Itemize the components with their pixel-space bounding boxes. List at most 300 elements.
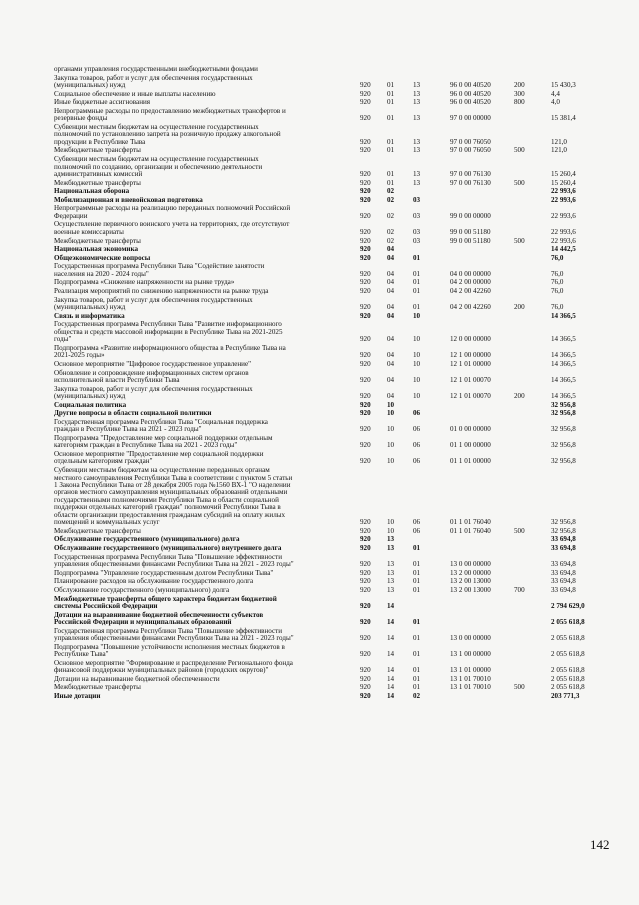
cell-target-item: 13 1 01 00000 bbox=[450, 666, 491, 675]
cell-section: 10 bbox=[387, 518, 395, 527]
row-codes bbox=[54, 402, 614, 409]
cell-grbs: 920 bbox=[360, 236, 371, 245]
row-codes bbox=[54, 635, 614, 642]
cell-section: 04 bbox=[387, 278, 395, 287]
cell-grbs: 920 bbox=[360, 195, 371, 204]
cell-amount: 2 055 618,8 bbox=[551, 666, 585, 675]
cell-amount: 4,0 bbox=[551, 98, 560, 107]
cell-amount: 32 956,8 bbox=[551, 400, 576, 409]
cell-section: 01 bbox=[387, 137, 395, 146]
cell-section: 04 bbox=[387, 335, 395, 344]
cell-grbs: 920 bbox=[360, 457, 371, 466]
cell-subsection: 03 bbox=[413, 227, 421, 236]
cell-grbs: 920 bbox=[360, 245, 371, 254]
cell-name: Другие вопросы в области социальной политики bbox=[54, 409, 212, 418]
cell-expense-type: 500 bbox=[514, 236, 525, 245]
cell-grbs: 920 bbox=[360, 187, 371, 196]
cell-name: Подпрограмма «Развитие информационного общества в Республике Тыва на 2021-2025 годы» bbox=[54, 343, 286, 360]
row-codes bbox=[54, 352, 614, 359]
cell-grbs: 920 bbox=[360, 535, 371, 544]
cell-amount: 22 993,6 bbox=[551, 195, 576, 204]
table-row bbox=[54, 75, 614, 90]
cell-grbs: 920 bbox=[360, 544, 371, 553]
cell-name: Национальная экономика bbox=[54, 245, 139, 254]
table-row bbox=[54, 188, 614, 195]
cell-expense-type: 700 bbox=[514, 585, 525, 594]
cell-amount: 32 956,8 bbox=[551, 526, 576, 535]
table-row bbox=[54, 435, 614, 450]
cell-name: Межбюджетные трансферты bbox=[54, 236, 141, 245]
cell-amount: 22 993,6 bbox=[551, 236, 576, 245]
table-row bbox=[54, 205, 614, 220]
cell-name: Иные дотации bbox=[54, 692, 101, 701]
row-codes bbox=[54, 197, 614, 204]
cell-section: 01 bbox=[387, 98, 395, 107]
cell-target-item: 04 2 00 00000 bbox=[450, 278, 491, 287]
table-row bbox=[54, 180, 614, 187]
table-row bbox=[54, 221, 614, 236]
cell-section: 14 bbox=[387, 692, 395, 701]
cell-section: 04 bbox=[387, 375, 395, 384]
cell-grbs: 920 bbox=[360, 269, 371, 278]
cell-name: Осуществление первичного воинского учета на территориях, где отсутствуют военные комиссариаты bbox=[54, 220, 290, 236]
cell-target-item: 01 1 00 00000 bbox=[450, 441, 491, 450]
cell-section: 02 bbox=[387, 211, 395, 220]
row-codes bbox=[54, 536, 614, 543]
cell-section: 10 bbox=[387, 441, 395, 450]
cell-subsection: 01 bbox=[413, 577, 421, 586]
cell-subsection: 10 bbox=[413, 335, 421, 344]
cell-section: 04 bbox=[387, 351, 395, 360]
cell-grbs: 920 bbox=[360, 577, 371, 586]
table-row bbox=[54, 288, 614, 295]
cell-expense-type: 200 bbox=[514, 81, 525, 90]
row-codes bbox=[54, 393, 614, 400]
cell-subsection: 03 bbox=[413, 195, 421, 204]
cell-expense-type: 500 bbox=[514, 683, 525, 692]
cell-expense-type: 500 bbox=[514, 526, 525, 535]
cell-subsection: 01 bbox=[413, 287, 421, 296]
cell-target-item: 04 2 00 42260 bbox=[450, 287, 491, 296]
cell-name: Межбюджетные трансферты bbox=[54, 526, 141, 535]
cell-name: Закупка товаров, работ и услуг для обеспечения государственных (муниципальных) нужд bbox=[54, 73, 253, 90]
cell-amount: 2 055 618,8 bbox=[551, 683, 585, 692]
cell-grbs: 920 bbox=[360, 650, 371, 659]
cell-amount: 14 366,5 bbox=[551, 359, 576, 368]
cell-grbs: 920 bbox=[360, 409, 371, 418]
cell-name: Государственная программа Республики Тыва "Социальная поддержка граждан в Республике Тыва на 2021 - 2023 годы" bbox=[54, 417, 268, 434]
cell-target-item: 12 1 01 00070 bbox=[450, 375, 491, 384]
cell-subsection: 13 bbox=[413, 146, 421, 155]
cell-name: Основное мероприятие "Формирование и распределение Регионального фонда финансовой поддержки муниципальных районов (городских округов)" bbox=[54, 658, 293, 675]
cell-target-item: 96 0 00 40520 bbox=[450, 89, 491, 98]
cell-name: органами управления государственными внебюджетными фондами bbox=[54, 65, 258, 73]
table-row bbox=[54, 279, 614, 286]
cell-subsection: 01 bbox=[413, 634, 421, 643]
cell-amount: 76,0 bbox=[551, 287, 564, 296]
budget-table bbox=[54, 66, 614, 702]
row-codes bbox=[54, 279, 614, 286]
cell-grbs: 920 bbox=[360, 278, 371, 287]
cell-section: 14 bbox=[387, 602, 395, 610]
row-codes bbox=[54, 171, 614, 178]
table-row bbox=[54, 676, 614, 683]
cell-name: Межбюджетные трансферты общего характера бюджетам бюджетной системы Российской Федерации bbox=[54, 594, 277, 610]
cell-grbs: 920 bbox=[360, 674, 371, 683]
cell-amount: 203 771,3 bbox=[551, 692, 580, 701]
table-row bbox=[54, 467, 614, 527]
cell-target-item: 13 1 00 00000 bbox=[450, 650, 491, 659]
cell-amount: 14 442,5 bbox=[551, 245, 576, 254]
cell-name: Государственная программа Республики Тыва "Повышение эффективности управления общественными финансами Республики Тыва на 2021 - 2023 годы" bbox=[54, 626, 294, 643]
cell-amount: 32 956,8 bbox=[551, 457, 576, 466]
cell-amount: 2 055 618,8 bbox=[551, 618, 585, 627]
cell-subsection: 01 bbox=[413, 666, 421, 675]
cell-target-item: 13 2 00 13000 bbox=[450, 585, 491, 594]
cell-name: Дотации на выравнивание бюджетной обеспеченности субъектов Российской Федерации и муниципальных образований bbox=[54, 610, 264, 627]
cell-subsection: 01 bbox=[413, 303, 421, 312]
cell-subsection: 06 bbox=[413, 441, 421, 450]
cell-amount: 4,4 bbox=[551, 89, 560, 98]
cell-name: Подпрограмма "Управление государственным долгом Республики Тыва" bbox=[54, 568, 274, 577]
table-row bbox=[54, 410, 614, 417]
table-row bbox=[54, 361, 614, 368]
table-row bbox=[54, 99, 614, 106]
cell-section: 10 bbox=[387, 526, 395, 535]
row-codes bbox=[54, 246, 614, 253]
cell-section: 13 bbox=[387, 535, 395, 544]
cell-subsection: 13 bbox=[413, 137, 421, 146]
cell-subsection: 13 bbox=[413, 178, 421, 187]
row-codes bbox=[54, 361, 614, 368]
table-row bbox=[54, 321, 614, 343]
cell-grbs: 920 bbox=[360, 400, 371, 409]
cell-subsection: 10 bbox=[413, 359, 421, 368]
cell-amount: 22 993,6 bbox=[551, 211, 576, 220]
cell-grbs: 920 bbox=[360, 351, 371, 360]
cell-section: 04 bbox=[387, 392, 395, 401]
cell-name: Связь и информатика bbox=[54, 311, 125, 320]
cell-name: Обновление и сопровождение информационных систем органов исполнительной власти Республики Тыва bbox=[54, 368, 249, 384]
cell-amount: 76,0 bbox=[551, 303, 564, 312]
cell-section: 01 bbox=[387, 178, 395, 187]
cell-grbs: 920 bbox=[360, 518, 371, 527]
cell-expense-type: 800 bbox=[514, 98, 525, 107]
table-row bbox=[54, 693, 614, 700]
cell-name: Подпрограмма "Повышение устойчивости исполнения местных бюджетов в Республике Тыва" bbox=[54, 642, 285, 659]
cell-subsection: 10 bbox=[413, 311, 421, 320]
cell-grbs: 920 bbox=[360, 169, 371, 178]
cell-grbs: 920 bbox=[360, 211, 371, 220]
row-codes bbox=[54, 288, 614, 295]
cell-section: 01 bbox=[387, 169, 395, 178]
cell-name: Обслуживание государственного (муниципального) внутреннего долга bbox=[54, 544, 282, 553]
cell-name: Иные бюджетные ассигнования bbox=[54, 98, 151, 107]
cell-amount: 32 956,8 bbox=[551, 409, 576, 418]
cell-grbs: 920 bbox=[360, 560, 371, 569]
row-codes bbox=[54, 336, 614, 343]
cell-amount: 32 956,8 bbox=[551, 518, 576, 527]
cell-section: 14 bbox=[387, 674, 395, 683]
row-codes bbox=[54, 410, 614, 417]
cell-expense-type: 200 bbox=[514, 303, 525, 312]
cell-grbs: 920 bbox=[360, 178, 371, 187]
table-row bbox=[54, 596, 614, 611]
row-codes bbox=[54, 442, 614, 449]
cell-subsection: 01 bbox=[413, 585, 421, 594]
cell-section: 04 bbox=[387, 359, 395, 368]
cell-grbs: 920 bbox=[360, 114, 371, 123]
cell-grbs: 920 bbox=[360, 253, 371, 262]
cell-grbs: 920 bbox=[360, 227, 371, 236]
cell-section: 04 bbox=[387, 269, 395, 278]
row-codes bbox=[54, 667, 614, 674]
table-row bbox=[54, 147, 614, 154]
cell-subsection: 01 bbox=[413, 278, 421, 287]
cell-amount: 2 055 618,8 bbox=[551, 650, 585, 659]
cell-grbs: 920 bbox=[360, 335, 371, 344]
cell-name: Субвенции местным бюджетам на осуществление переданных органам местного самоуправления Республики Тыва в соответствии с пунктом 5 статьи 1 Закона Республики Тыва от 28 декабря 2005 года №1560 ВХ-1 "О наделении органов местного самоуправления муниципальных образований отдельными государственными полномочиями Республики Тыва в области социальной поддержки отдельных категорий граждан" полномочий Республики Тыва в области организации предоставления гражданам субсидий на оплату жилых помещений и коммунальных услуг bbox=[54, 466, 293, 527]
table-row bbox=[54, 660, 614, 675]
cell-section: 01 bbox=[387, 89, 395, 98]
cell-section: 01 bbox=[387, 114, 395, 123]
cell-grbs: 920 bbox=[360, 375, 371, 384]
cell-subsection: 13 bbox=[413, 81, 421, 90]
table-row bbox=[54, 554, 614, 569]
cell-section: 04 bbox=[387, 253, 395, 262]
cell-target-item: 97 0 00 76050 bbox=[450, 137, 491, 146]
cell-target-item: 04 2 00 42260 bbox=[450, 303, 491, 312]
cell-section: 02 bbox=[387, 227, 395, 236]
cell-grbs: 920 bbox=[360, 425, 371, 434]
cell-name: Основное мероприятие "Цифровое государственное управление" bbox=[54, 359, 252, 368]
cell-section: 13 bbox=[387, 544, 395, 553]
cell-name: Непрограммные расходы на реализацию переданных полномочий Российской Федерации bbox=[54, 204, 291, 220]
cell-expense-type: 500 bbox=[514, 178, 525, 187]
cell-amount: 22 993,6 bbox=[551, 227, 576, 236]
cell-section: 13 bbox=[387, 585, 395, 594]
row-codes bbox=[54, 676, 614, 683]
table-row bbox=[54, 108, 614, 123]
cell-target-item: 99 0 00 51180 bbox=[450, 236, 491, 245]
table-row bbox=[54, 238, 614, 245]
cell-amount: 15 260,4 bbox=[551, 178, 576, 187]
cell-target-item: 01 1 01 76040 bbox=[450, 518, 491, 527]
cell-amount: 76,0 bbox=[551, 278, 564, 287]
row-codes bbox=[54, 528, 614, 535]
row-codes bbox=[54, 603, 614, 610]
cell-section: 10 bbox=[387, 400, 395, 409]
cell-name: Субвенции местным бюджетам на осуществление государственных полномочий по созданию, организации и обеспечению деятельности административных комиссий bbox=[54, 155, 263, 178]
cell-target-item: 13 2 00 00000 bbox=[450, 568, 491, 577]
cell-subsection: 02 bbox=[413, 692, 421, 701]
cell-subsection: 03 bbox=[413, 211, 421, 220]
cell-target-item: 12 1 01 00070 bbox=[450, 392, 491, 401]
cell-target-item: 13 1 01 70010 bbox=[450, 674, 491, 683]
cell-section: 14 bbox=[387, 683, 395, 692]
row-codes bbox=[54, 561, 614, 568]
cell-section: 10 bbox=[387, 457, 395, 466]
row-codes bbox=[54, 313, 614, 320]
table-row bbox=[54, 197, 614, 204]
cell-name: Национальная оборона bbox=[54, 187, 130, 196]
table-row bbox=[54, 386, 614, 401]
cell-grbs: 920 bbox=[360, 303, 371, 312]
cell-grbs: 920 bbox=[360, 602, 371, 610]
table-row bbox=[54, 578, 614, 585]
row-codes bbox=[54, 66, 614, 73]
cell-section: 10 bbox=[387, 425, 395, 434]
cell-grbs: 920 bbox=[360, 98, 371, 107]
cell-subsection: 01 bbox=[413, 269, 421, 278]
row-codes bbox=[54, 115, 614, 122]
cell-target-item: 97 0 00 76130 bbox=[450, 178, 491, 187]
cell-amount: 14 366,5 bbox=[551, 311, 576, 320]
row-codes bbox=[54, 255, 614, 262]
cell-amount: 2 055 618,8 bbox=[551, 674, 585, 683]
cell-section: 02 bbox=[387, 195, 395, 204]
table-row bbox=[54, 297, 614, 312]
cell-grbs: 920 bbox=[360, 359, 371, 368]
cell-section: 13 bbox=[387, 568, 395, 577]
cell-subsection: 10 bbox=[413, 375, 421, 384]
cell-subsection: 13 bbox=[413, 89, 421, 98]
cell-grbs: 920 bbox=[360, 137, 371, 146]
row-codes bbox=[54, 147, 614, 154]
cell-target-item: 04 0 00 00000 bbox=[450, 269, 491, 278]
cell-amount: 2 794 629,0 bbox=[551, 602, 585, 610]
cell-target-item: 01 1 01 00000 bbox=[450, 457, 491, 466]
row-codes bbox=[54, 213, 614, 220]
cell-subsection: 13 bbox=[413, 169, 421, 178]
cell-subsection: 13 bbox=[413, 114, 421, 123]
table-row bbox=[54, 419, 614, 434]
cell-amount: 33 694,8 bbox=[551, 585, 576, 594]
cell-section: 14 bbox=[387, 650, 395, 659]
cell-subsection: 01 bbox=[413, 674, 421, 683]
cell-section: 04 bbox=[387, 245, 395, 254]
cell-subsection: 01 bbox=[413, 683, 421, 692]
cell-name: Межбюджетные трансферты bbox=[54, 683, 141, 692]
cell-target-item: 13 2 00 13000 bbox=[450, 577, 491, 586]
cell-section: 01 bbox=[387, 146, 395, 155]
cell-grbs: 920 bbox=[360, 146, 371, 155]
table-row bbox=[54, 370, 614, 385]
row-codes bbox=[54, 693, 614, 700]
table-row bbox=[54, 255, 614, 262]
cell-target-item: 13 1 01 70010 bbox=[450, 683, 491, 692]
cell-target-item: 97 0 00 76050 bbox=[450, 146, 491, 155]
cell-grbs: 920 bbox=[360, 441, 371, 450]
cell-name: Реализация мероприятий по снижению напряженности на рынке труда bbox=[54, 287, 269, 296]
table-row bbox=[54, 402, 614, 409]
cell-section: 14 bbox=[387, 618, 395, 627]
cell-name: Планирование расходов на обслуживание государственного долга bbox=[54, 577, 254, 586]
table-row bbox=[54, 313, 614, 320]
cell-name: Непрограммные расходы по предоставлению межбюджетных трансфертов и резервные фонды bbox=[54, 106, 286, 123]
table-row bbox=[54, 536, 614, 543]
cell-section: 14 bbox=[387, 666, 395, 675]
cell-subsection: 01 bbox=[413, 253, 421, 262]
cell-name: Обслуживание государственного (муниципального) долга bbox=[54, 535, 240, 544]
cell-name: Субвенции местным бюджетам на осуществление государственных полномочий по установлению запрета на розничную продажу алкогольной продукции в Республике Тыва bbox=[54, 122, 281, 146]
cell-subsection: 06 bbox=[413, 518, 421, 527]
cell-amount: 2 055 618,8 bbox=[551, 634, 585, 643]
cell-amount: 76,0 bbox=[551, 269, 564, 278]
cell-target-item: 13 0 00 00000 bbox=[450, 560, 491, 569]
cell-subsection: 06 bbox=[413, 457, 421, 466]
cell-subsection: 01 bbox=[413, 560, 421, 569]
table-row bbox=[54, 528, 614, 535]
cell-grbs: 920 bbox=[360, 618, 371, 627]
row-codes bbox=[54, 180, 614, 187]
cell-section: 04 bbox=[387, 287, 395, 296]
cell-subsection: 03 bbox=[413, 236, 421, 245]
table-row bbox=[54, 628, 614, 643]
row-codes bbox=[54, 91, 614, 98]
cell-section: 02 bbox=[387, 236, 395, 245]
cell-amount: 22 993,6 bbox=[551, 187, 576, 196]
cell-amount: 14 366,5 bbox=[551, 375, 576, 384]
cell-grbs: 920 bbox=[360, 568, 371, 577]
row-codes bbox=[54, 229, 614, 236]
table-row bbox=[54, 451, 614, 466]
row-codes bbox=[54, 545, 614, 552]
row-codes bbox=[54, 377, 614, 384]
row-codes bbox=[54, 619, 614, 626]
row-codes bbox=[54, 82, 614, 89]
cell-subsection: 06 bbox=[413, 425, 421, 434]
cell-grbs: 920 bbox=[360, 526, 371, 535]
cell-name: Обслуживание государственного (муниципального) долга bbox=[54, 585, 230, 594]
row-codes bbox=[54, 426, 614, 433]
cell-target-item: 12 0 00 00000 bbox=[450, 335, 491, 344]
cell-target-item: 99 0 00 51180 bbox=[450, 227, 491, 236]
cell-name: Государственная программа Республики Тыва "Повышение эффективности управления общественными финансами Республики Тыва на 2021 - 2023 годы" bbox=[54, 552, 294, 569]
cell-section: 04 bbox=[387, 303, 395, 312]
cell-name: Межбюджетные трансферты bbox=[54, 146, 141, 155]
cell-target-item: 12 1 01 00000 bbox=[450, 359, 491, 368]
row-codes bbox=[54, 458, 614, 465]
cell-section: 14 bbox=[387, 634, 395, 643]
cell-expense-type: 200 bbox=[514, 392, 525, 401]
cell-name: Государственная программа Республики Тыва "Развитие информационного общества и средств массовой информации в Республике Тыва на 2021-2025 годы" bbox=[54, 320, 283, 344]
row-codes bbox=[54, 238, 614, 245]
cell-amount: 33 694,8 bbox=[551, 544, 576, 553]
cell-grbs: 920 bbox=[360, 81, 371, 90]
table-row bbox=[54, 545, 614, 552]
cell-name: Социальное обеспечение и иные выплаты населению bbox=[54, 89, 216, 98]
cell-amount: 121,0 bbox=[551, 137, 567, 146]
cell-section: 13 bbox=[387, 577, 395, 586]
cell-subsection: 06 bbox=[413, 526, 421, 535]
table-row bbox=[54, 587, 614, 594]
cell-subsection: 10 bbox=[413, 351, 421, 360]
cell-subsection: 13 bbox=[413, 98, 421, 107]
cell-expense-type: 300 bbox=[514, 89, 525, 98]
cell-amount: 33 694,8 bbox=[551, 560, 576, 569]
table-row bbox=[54, 124, 614, 146]
cell-target-item: 12 1 00 00000 bbox=[450, 351, 491, 360]
cell-target-item: 13 0 00 00000 bbox=[450, 634, 491, 643]
cell-target-item: 97 0 00 76130 bbox=[450, 169, 491, 178]
cell-name: Закупка товаров, работ и услуг для обеспечения государственных (муниципальных) нужд bbox=[54, 295, 253, 312]
table-row bbox=[54, 66, 614, 73]
row-codes bbox=[54, 651, 614, 658]
cell-grbs: 920 bbox=[360, 392, 371, 401]
cell-name: Общеэкономические вопросы bbox=[54, 253, 151, 262]
cell-subsection: 10 bbox=[413, 392, 421, 401]
